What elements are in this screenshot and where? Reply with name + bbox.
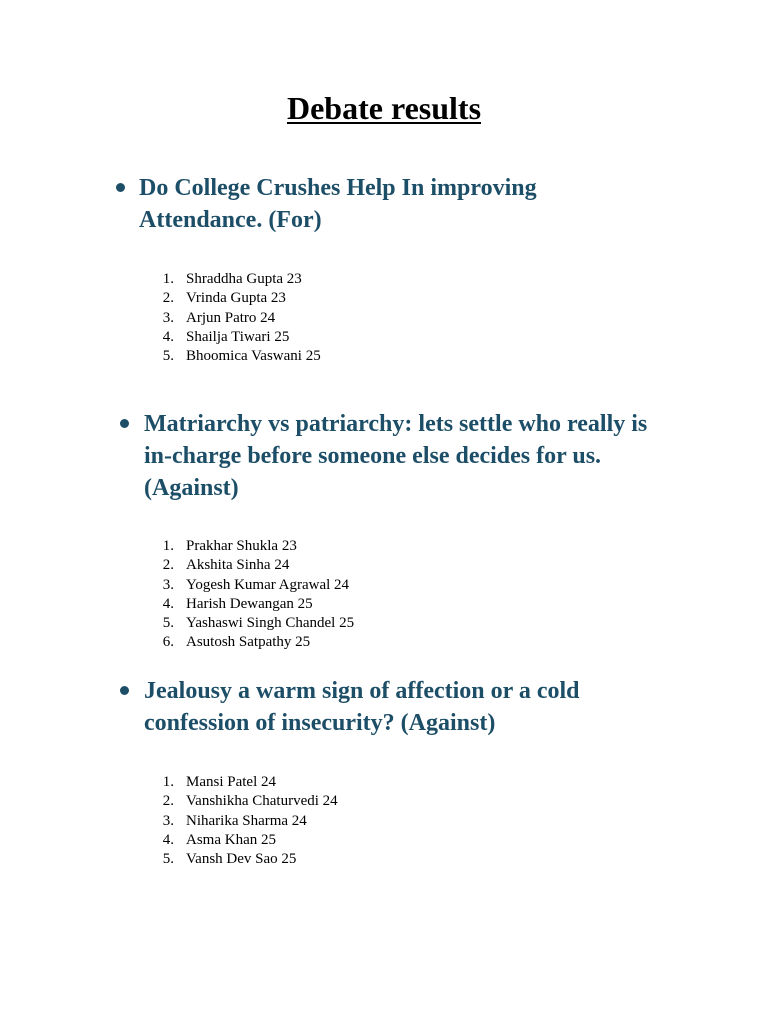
- list-number: 3.: [162, 812, 174, 829]
- list-item: [0, 576, 768, 595]
- participant-name: Arjun Patro 24: [186, 309, 276, 326]
- list-item: [0, 347, 768, 366]
- participant-name: Bhoomica Vaswani 25: [186, 348, 321, 365]
- participant-name: Mansi Patel 24: [186, 774, 276, 790]
- list-number: 4.: [162, 595, 174, 612]
- list-number: 1.: [162, 271, 174, 287]
- list-number: 2.: [162, 290, 174, 307]
- participant-name: Akshita Sinha 24: [186, 557, 290, 574]
- participant-name: Niharika Sharma 24: [186, 812, 307, 829]
- list-item: [0, 614, 768, 633]
- list-item: [0, 792, 768, 811]
- participant-name: Yogesh Kumar Agrawal 24: [186, 576, 350, 593]
- page-title: Debate results: [286, 90, 482, 126]
- list-number: 2.: [162, 793, 174, 810]
- bullet-icon: [120, 419, 129, 428]
- list-item: [0, 850, 768, 869]
- participant-name: Shraddha Gupta 23: [186, 271, 302, 287]
- list-number: 5.: [162, 615, 174, 632]
- list-item: [0, 289, 768, 308]
- participant-name: Asutosh Satpathy 25: [186, 634, 311, 651]
- participant-list: [0, 537, 768, 653]
- participant-name: Asma Khan 25: [186, 831, 276, 848]
- list-number: 5.: [162, 348, 174, 365]
- participant-name: Yashaswi Singh Chandel 25: [186, 615, 355, 632]
- participant-name: Vanshikha Chaturvedi 24: [186, 793, 338, 810]
- list-number: 3.: [162, 576, 174, 593]
- list-number: 4.: [162, 328, 174, 345]
- participant-list: [0, 773, 768, 869]
- list-number: 5.: [162, 851, 174, 868]
- participant-name: Vansh Dev Sao 25: [186, 851, 297, 868]
- topic-heading: Jealousy a warm sign of affection or a cold confession of insecurity? (Against): [144, 678, 580, 736]
- participant-name: Prakhar Shukla 23: [186, 538, 297, 554]
- list-item: [0, 328, 768, 347]
- topic-heading: Do College Crushes Help In improving Attendance. (For): [139, 175, 537, 233]
- participant-list: [0, 270, 768, 366]
- list-item: [0, 831, 768, 850]
- bullet-icon: [116, 183, 125, 192]
- list-number: 6.: [162, 634, 174, 651]
- list-item: [0, 595, 768, 614]
- list-item: [0, 270, 768, 289]
- list-item: [0, 556, 768, 575]
- list-number: 1.: [162, 538, 174, 554]
- bullet-icon: [120, 686, 129, 695]
- list-item: [0, 773, 768, 792]
- topic-heading: Matriarchy vs patriarchy: lets settle who really is in-charge before someone else decides for us. (Against): [144, 411, 648, 501]
- list-item: [0, 309, 768, 328]
- participant-name: Shailja Tiwari 25: [186, 328, 290, 345]
- list-number: 2.: [162, 557, 174, 574]
- list-number: 3.: [162, 309, 174, 326]
- list-number: 4.: [162, 831, 174, 848]
- participant-name: Vrinda Gupta 23: [186, 290, 286, 307]
- participant-name: Harish Dewangan 25: [186, 595, 313, 612]
- list-item: [0, 812, 768, 831]
- list-item: [0, 633, 768, 652]
- list-item: [0, 537, 768, 556]
- list-number: 1.: [162, 774, 174, 790]
